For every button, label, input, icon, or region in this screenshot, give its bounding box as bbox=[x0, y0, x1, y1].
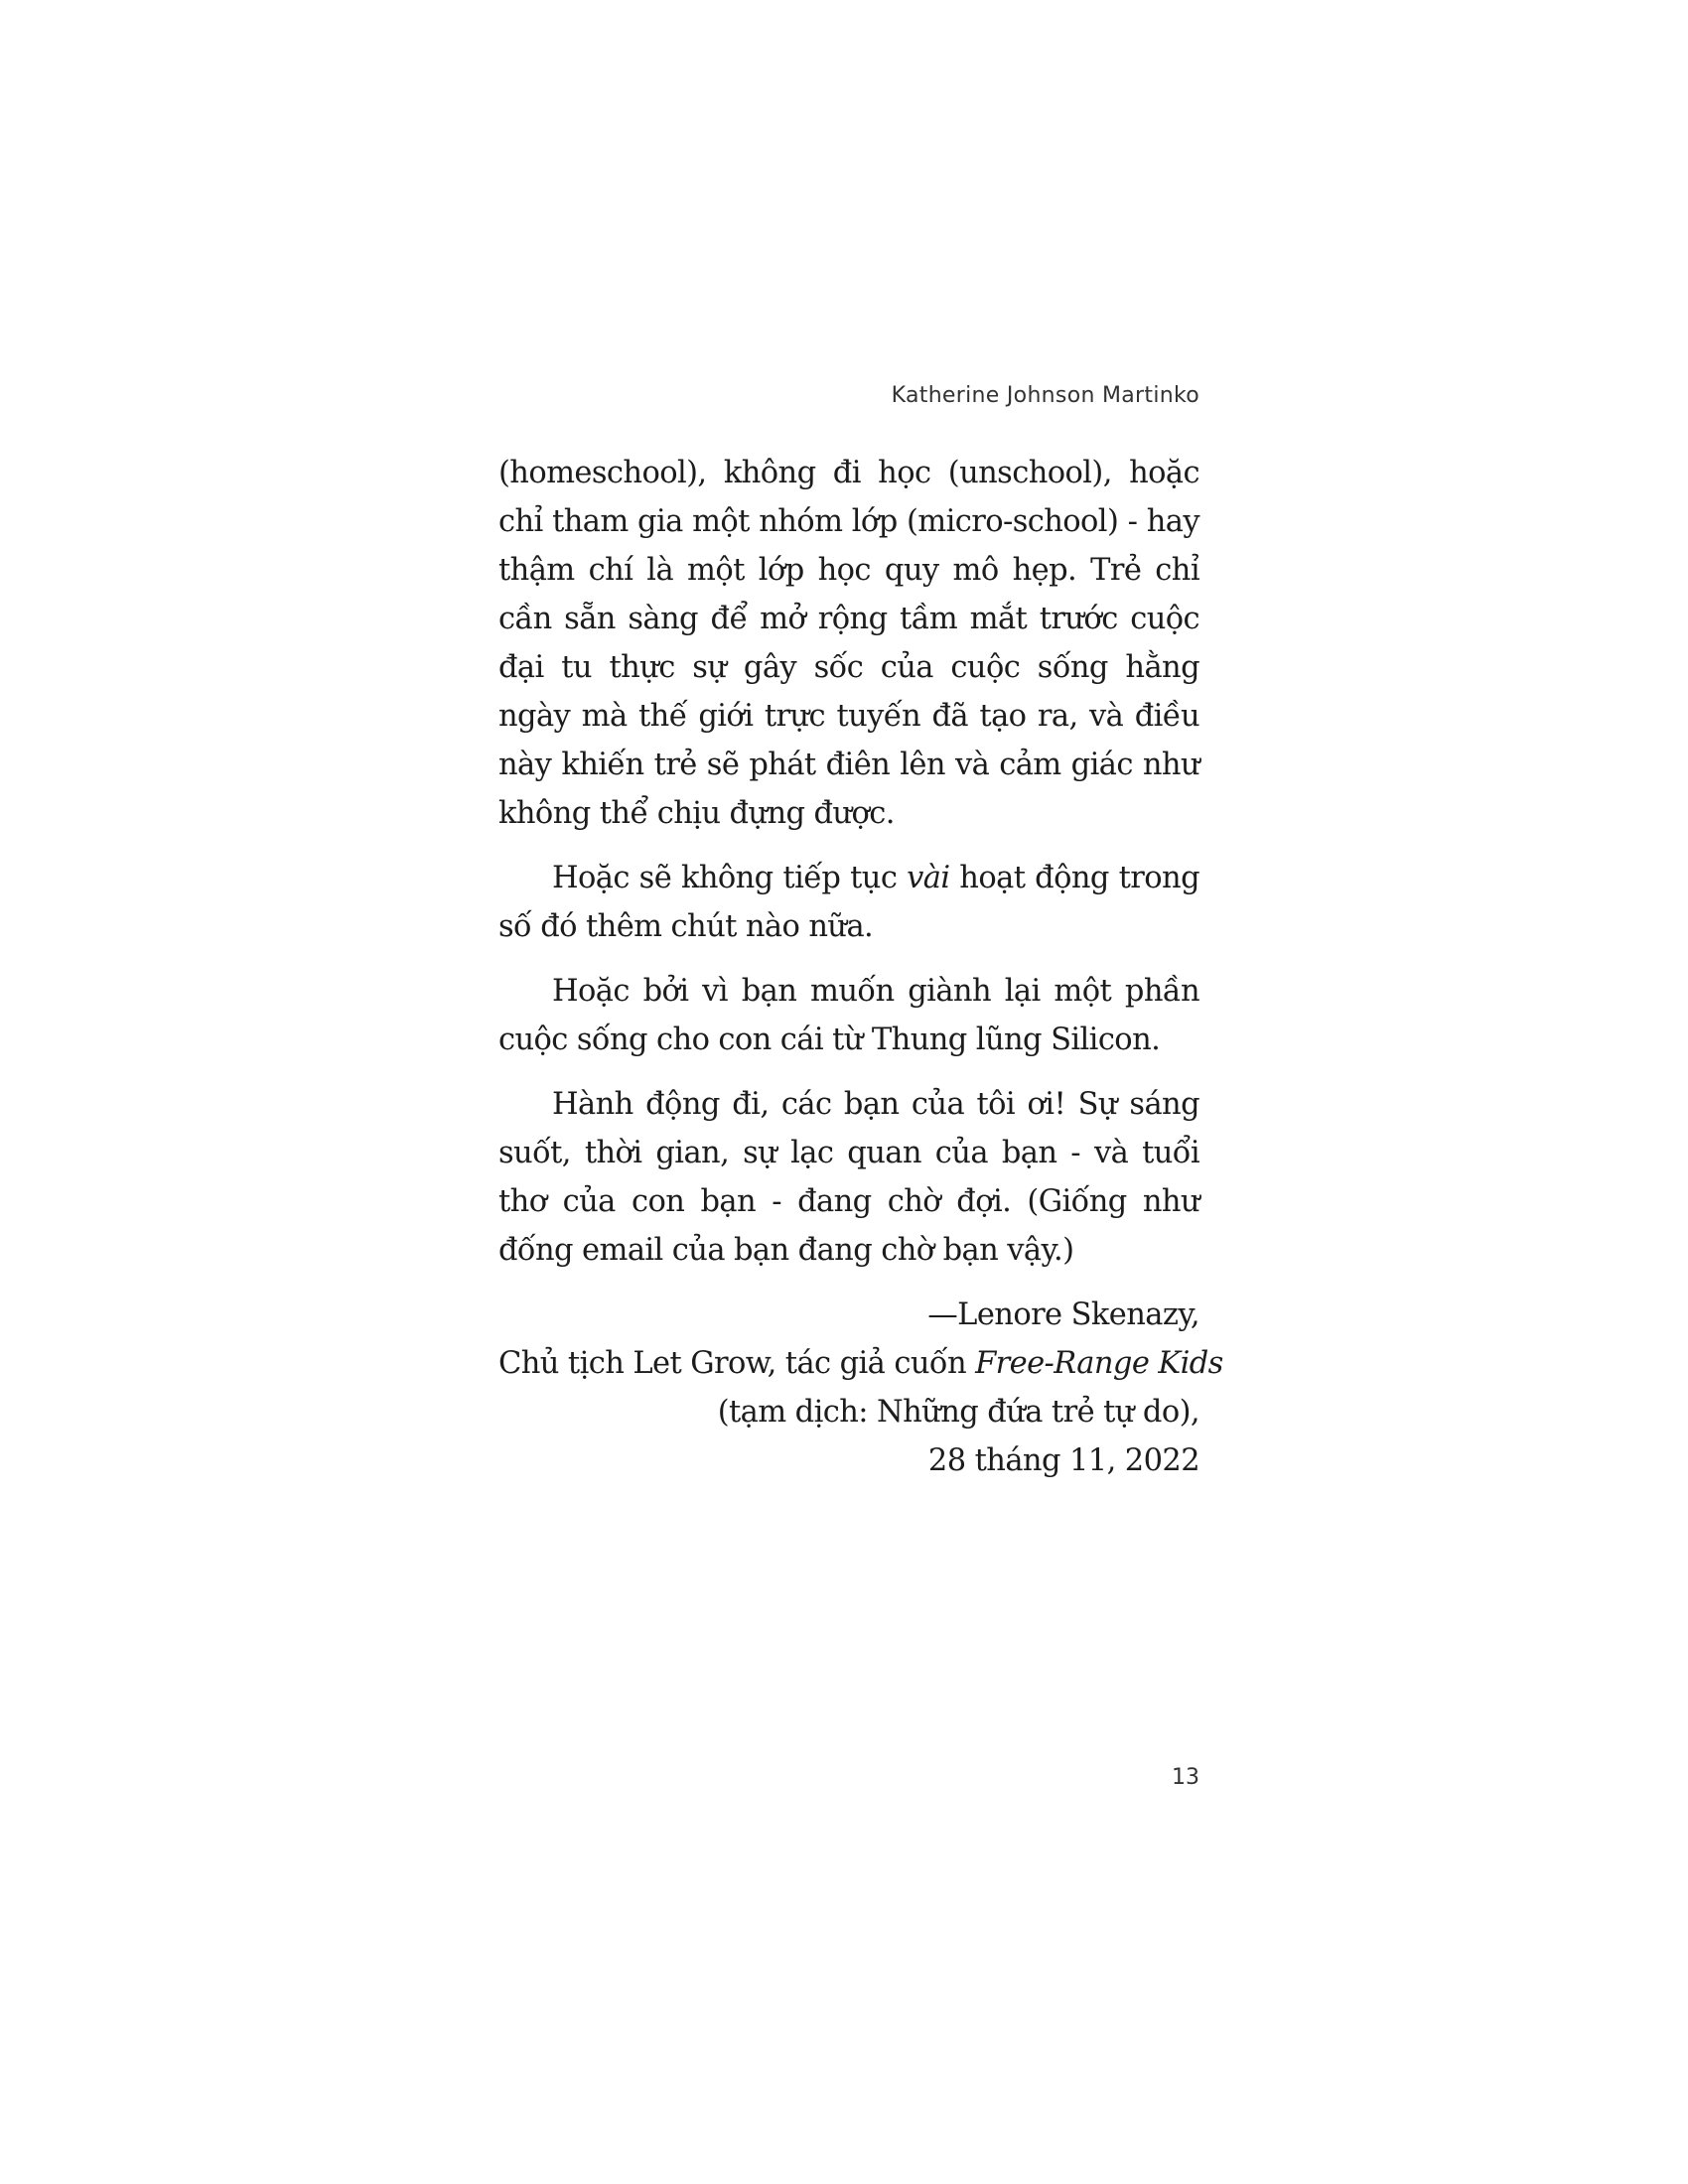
paragraph-4: Hành động đi, các bạn của tôi ơi! Sự sáng suốt, thời gian, sự lạc quan của bạn - và tuổi thơ của con bạn - đang chờ đợi. (Giống như đống email của bạn đang chờ bạn vậy.) bbox=[498, 1087, 1199, 1268]
paragraph-3: Hoặc bởi vì bạn muốn giành lại một phần cuộc sống cho con cái từ Thung lũng Silicon. bbox=[498, 974, 1199, 1057]
page-number: 13 bbox=[1172, 1765, 1199, 1790]
running-header: Katherine Johnson Martinko bbox=[891, 383, 1199, 408]
attribution-translation: (tạm dịch: Những đứa trẻ tự do), bbox=[717, 1395, 1199, 1430]
paragraph-1: (homeschool), không đi học (unschool), hoặc chỉ tham gia một nhóm lớp (micro-school) - hay thậm chí là một lớp học quy mô hẹp. Trẻ chỉ cần sẵn sàng để mở rộng tầm mắt trước cuộc đại tu thực sự gây sốc của cuộc sống hằng ngày mà thế giới trực tuyến đã tạo ra, và điều này khiến trẻ sẽ phát điên lên và cảm giác như không thể chịu đựng được. bbox=[498, 456, 1199, 831]
attribution-author: —Lenore Skenazy, bbox=[927, 1297, 1199, 1332]
page-body bbox=[498, 449, 1223, 1485]
attribution-date: 28 tháng 11, 2022 bbox=[927, 1443, 1199, 1478]
attribution bbox=[498, 1291, 1223, 1485]
paragraph-2 bbox=[498, 854, 1199, 951]
paragraph-2-emphasis: vài bbox=[907, 861, 950, 895]
attribution-title-line bbox=[498, 1339, 1223, 1388]
paragraph-2-text-after: hoạt động trong số đó thêm chút nào nữa. bbox=[498, 861, 1199, 944]
paragraph-2-text-before: Hoặc sẽ không tiếp tục bbox=[552, 861, 908, 895]
attribution-book-title: Free-Range Kids bbox=[975, 1346, 1223, 1381]
attribution-title-text: Chủ tịch Let Grow, tác giả cuốn bbox=[498, 1346, 976, 1381]
